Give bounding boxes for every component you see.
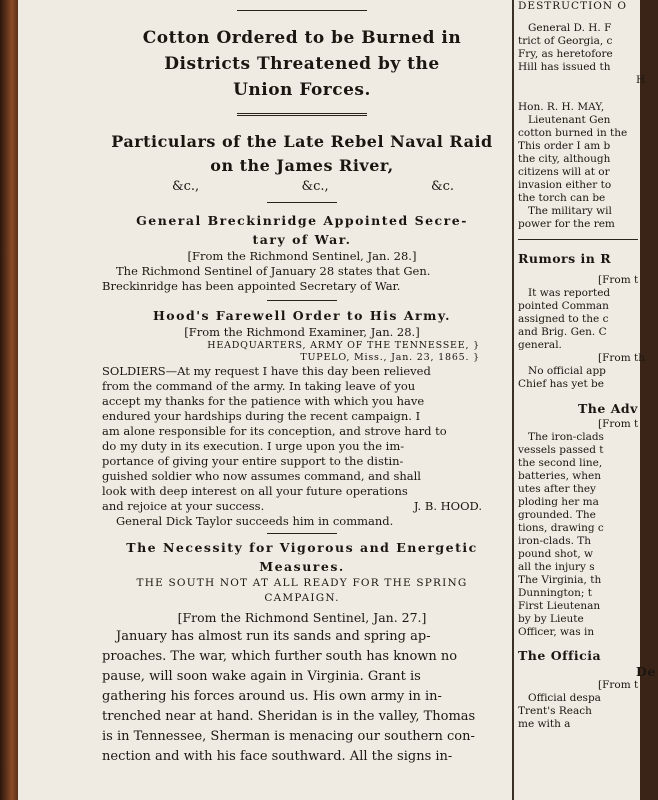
right-line: Trent's Reach	[518, 705, 592, 717]
right-line: the torch can be	[518, 192, 606, 204]
right-line: First Lieutenan	[518, 600, 601, 612]
dateline	[102, 340, 502, 364]
source-line: [From the Richmond Sentinel, Jan. 27.]	[177, 610, 427, 625]
headline-line: The Necessity for Vigorous and Energetic	[126, 540, 478, 555]
body-line: look with deep interest on all your future operations	[102, 484, 408, 498]
right-line: [From t	[598, 274, 639, 286]
right-line: all the injury s	[518, 561, 595, 573]
right-line: general.	[518, 339, 562, 351]
right-line: Hon. R. H. MAY,	[518, 101, 605, 113]
hood-headline: Hood's Farewell Order to His Army.	[152, 308, 452, 323]
right-line: ploding her ma	[518, 496, 599, 508]
body-line: do my duty in its execution. I urge upon you the im-	[102, 439, 405, 453]
right-line: Officer, was in	[518, 626, 595, 638]
cotton-headline	[102, 25, 502, 103]
source-line: [From the Richmond Sentinel, Jan. 28.]	[187, 249, 417, 263]
body-line: pause, will soon wake again in Virginia. Grant is	[102, 669, 421, 684]
right-line: the city, although	[518, 153, 611, 165]
body-line: proaches. The war, which further south has known no	[102, 649, 458, 664]
right-line: tions, drawing c	[518, 522, 604, 534]
right-line: It was reported	[528, 287, 611, 299]
naval-raid-headline	[102, 130, 502, 178]
body-line: SOLDIERS—At my request I have this day been relieved	[102, 364, 431, 378]
source-line: [From the Richmond Examiner, Jan. 28.]	[184, 325, 420, 339]
article-body	[102, 627, 502, 767]
right-line: by by Lieute	[518, 613, 584, 625]
right-line: trict of Georgia, c	[518, 35, 613, 47]
article-body	[102, 364, 502, 514]
right-line: pound shot, w	[518, 548, 593, 560]
headline-line: Districts Threatened by the	[164, 54, 440, 74]
headline-line: on the James River,	[210, 156, 394, 175]
etc-mark: &c.,	[301, 179, 329, 194]
right-line: assigned to the c	[518, 313, 609, 325]
right-line: utes after they	[518, 483, 596, 495]
headline-line: tary of War.	[252, 232, 352, 247]
headline-line: Union Forces.	[233, 80, 371, 100]
body-line: Breckinridge has been appointed Secretary of War.	[102, 279, 401, 293]
right-line: pointed Comman	[518, 300, 609, 312]
body-line: The Richmond Sentinel of January 28 states that Gen.	[116, 264, 431, 278]
right-line: Lieutenant Gen	[528, 114, 611, 126]
main-column	[102, 0, 502, 800]
right-line: and Brig. Gen. C	[518, 326, 607, 338]
right-line: H	[636, 74, 646, 86]
right-line: cotton burned in the	[518, 127, 628, 139]
body-line: trenched near at hand. Sheridan is in the valley, Thomas	[102, 709, 476, 724]
right-line: citizens will at or	[518, 166, 610, 178]
subheadline	[102, 576, 502, 606]
subheadline-line: THE SOUTH NOT AT ALL READY FOR THE SPRING	[136, 577, 468, 589]
right-line: The iron-clads	[528, 431, 604, 443]
body-line: gathering his forces around us. His own army in in-	[102, 689, 442, 704]
article-body	[102, 264, 502, 294]
right-headline: Rumors in R	[518, 251, 612, 266]
book-spine	[0, 0, 20, 800]
right-headline: De	[636, 664, 656, 679]
right-line: batteries, when	[518, 470, 602, 482]
signature: J. B. HOOD.	[413, 499, 482, 513]
body-line: portance of giving your entire support to the distin-	[102, 454, 404, 468]
right-line: [From th	[598, 352, 645, 364]
right-line: [From t	[598, 418, 639, 430]
right-line: Dunnington; t	[518, 587, 592, 599]
etc-line	[102, 178, 502, 196]
right-line: Chief has yet be	[518, 378, 604, 390]
body-line: am alone responsible for its conception, and strove hard to	[102, 424, 447, 438]
right-line: vessels passed t	[518, 444, 604, 456]
body-line: from the command of the army. In taking leave of you	[102, 379, 416, 393]
right-line: General D. H. F	[528, 22, 612, 34]
dateline-line: TUPELO, Miss., Jan. 23, 1865. }	[300, 352, 480, 363]
dateline-line: HEADQUARTERS, ARMY OF THE TENNESSEE, }	[207, 340, 480, 351]
etc-mark: &c.	[431, 179, 454, 194]
body-line: January has almost run its sands and spring ap-	[116, 629, 431, 644]
body-line: endured your hardships during the recent campaign. I	[102, 409, 421, 423]
right-line: [From t	[598, 679, 639, 691]
right-headline: The Adv	[578, 401, 638, 416]
right-line: Fry, as heretofore	[518, 48, 613, 60]
headline-line: Particulars of the Late Rebel Naval Raid	[111, 132, 493, 151]
etc-mark: &c.,	[172, 179, 200, 194]
right-column	[518, 0, 658, 800]
right-line: DESTRUCTION O	[518, 0, 627, 12]
right-headline: The Officia	[518, 648, 602, 663]
body-line: is in Tennessee, Sherman is menacing our southern con-	[102, 729, 475, 744]
right-line: The military wil	[528, 205, 612, 217]
right-line: invasion either to	[518, 179, 612, 191]
subheadline-line: CAMPAIGN.	[264, 592, 340, 604]
right-line: Official despa	[528, 692, 601, 704]
right-line: the second line,	[518, 457, 603, 469]
necessity-headline	[102, 538, 502, 576]
right-line: This order I am b	[518, 140, 611, 152]
column-rule	[512, 0, 514, 800]
right-line: No official app	[528, 365, 606, 377]
body-line: and rejoice at your success.	[102, 499, 265, 513]
breckinridge-headline	[102, 211, 502, 249]
body-line: guished soldier who now assumes command, and shall	[102, 469, 421, 483]
right-line: iron-clads. Th	[518, 535, 592, 547]
right-line: power for the rem	[518, 218, 615, 230]
headline-line: Measures.	[259, 559, 345, 574]
right-line: Hill has issued th	[518, 61, 611, 73]
body-line: accept my thanks for the patience with which you have	[102, 394, 425, 408]
article-note: General Dick Taylor succeeds him in command.	[116, 514, 394, 528]
body-line: nection and with his face southward. All the signs in-	[102, 749, 453, 764]
right-line: me with a	[518, 718, 571, 730]
right-line: The Virginia, th	[518, 574, 602, 586]
headline-line: General Breckinridge Appointed Secre-	[136, 213, 468, 228]
newspaper-page	[18, 0, 656, 800]
right-line: grounded. The	[518, 509, 596, 521]
headline-line: Cotton Ordered to be Burned in	[142, 28, 462, 48]
